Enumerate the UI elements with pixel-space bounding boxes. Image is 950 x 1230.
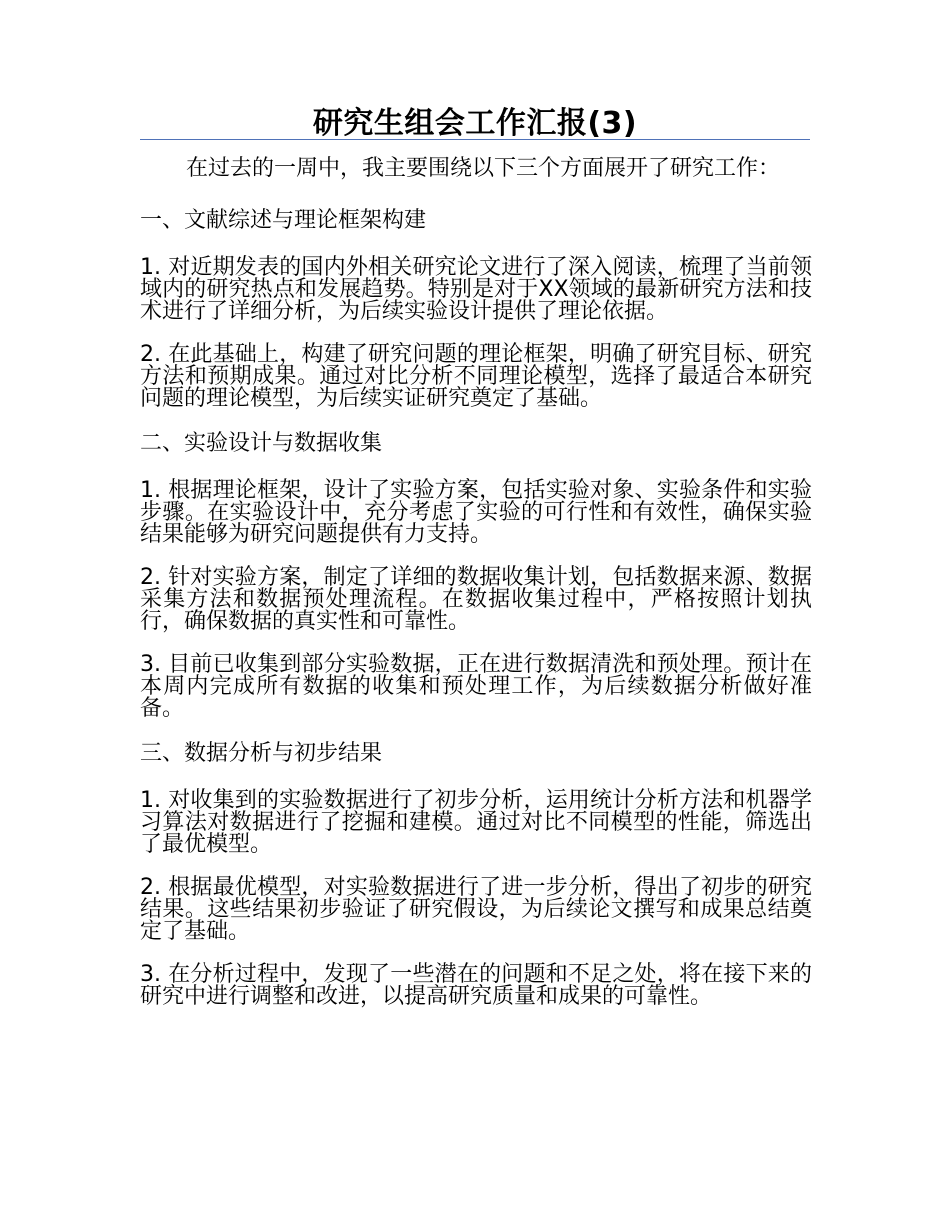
section-paragraph: 2. 根据最优模型，对实验数据进行了进一步分析，得出了初步的研究结果。这些结果初步验证了研究假设，为后续论文撰写和成果总结奠定了基础。	[140, 875, 812, 944]
section-paragraph: 1. 对近期发表的国内外相关研究论文进行了深入阅读，梳理了当前领域内的研究热点和发展趋势。特别是对于XX领域的最新研究方法和技术进行了详细分析，为后续实验设计提供了理论依据。	[140, 255, 812, 324]
document-title: 研究生组会工作汇报(3)	[312, 106, 638, 141]
section-experiment	[140, 431, 812, 720]
document-body	[140, 158, 812, 1029]
section-paragraph: 1. 根据理论框架，设计了实验方案，包括实验对象、实验条件和实验步骤。在实验设计中，充分考虑了实验的可行性和有效性，确保实验结果能够为研究问题提供有力支持。	[140, 478, 812, 547]
title-underline	[140, 139, 810, 140]
section-heading: 一、文献综述与理论框架构建	[140, 208, 427, 233]
section-paragraph: 2. 在此基础上，构建了研究问题的理论框架，明确了研究目标、研究方法和预期成果。通过对比分析不同理论模型，选择了最适合本研究问题的理论模型，为后续实证研究奠定了基础。	[140, 342, 812, 411]
intro-paragraph: 在过去的一周中，我主要围绕以下三个方面展开了研究工作：	[186, 156, 781, 181]
section-analysis	[140, 741, 812, 1008]
section-heading: 二、实验设计与数据收集	[140, 431, 383, 456]
section-paragraph: 3. 在分析过程中，发现了一些潜在的问题和不足之处，将在接下来的研究中进行调整和改进，以提高研究质量和成果的可靠性。	[140, 962, 812, 1009]
section-paragraph: 1. 对收集到的实验数据进行了初步分析，运用统计分析方法和机器学习算法对数据进行了挖掘和建模。通过对比不同模型的性能，筛选出了最优模型。	[140, 788, 812, 857]
section-literature	[140, 208, 812, 410]
section-paragraph: 3. 目前已收集到部分实验数据，正在进行数据清洗和预处理。预计在本周内完成所有数据的收集和预处理工作，为后续数据分析做好准备。	[140, 652, 812, 721]
section-heading: 三、数据分析与初步结果	[140, 741, 383, 766]
section-paragraph: 2. 针对实验方案，制定了详细的数据收集计划，包括数据来源、数据采集方法和数据预处理流程。在数据收集过程中，严格按照计划执行，确保数据的真实性和可靠性。	[140, 565, 812, 634]
